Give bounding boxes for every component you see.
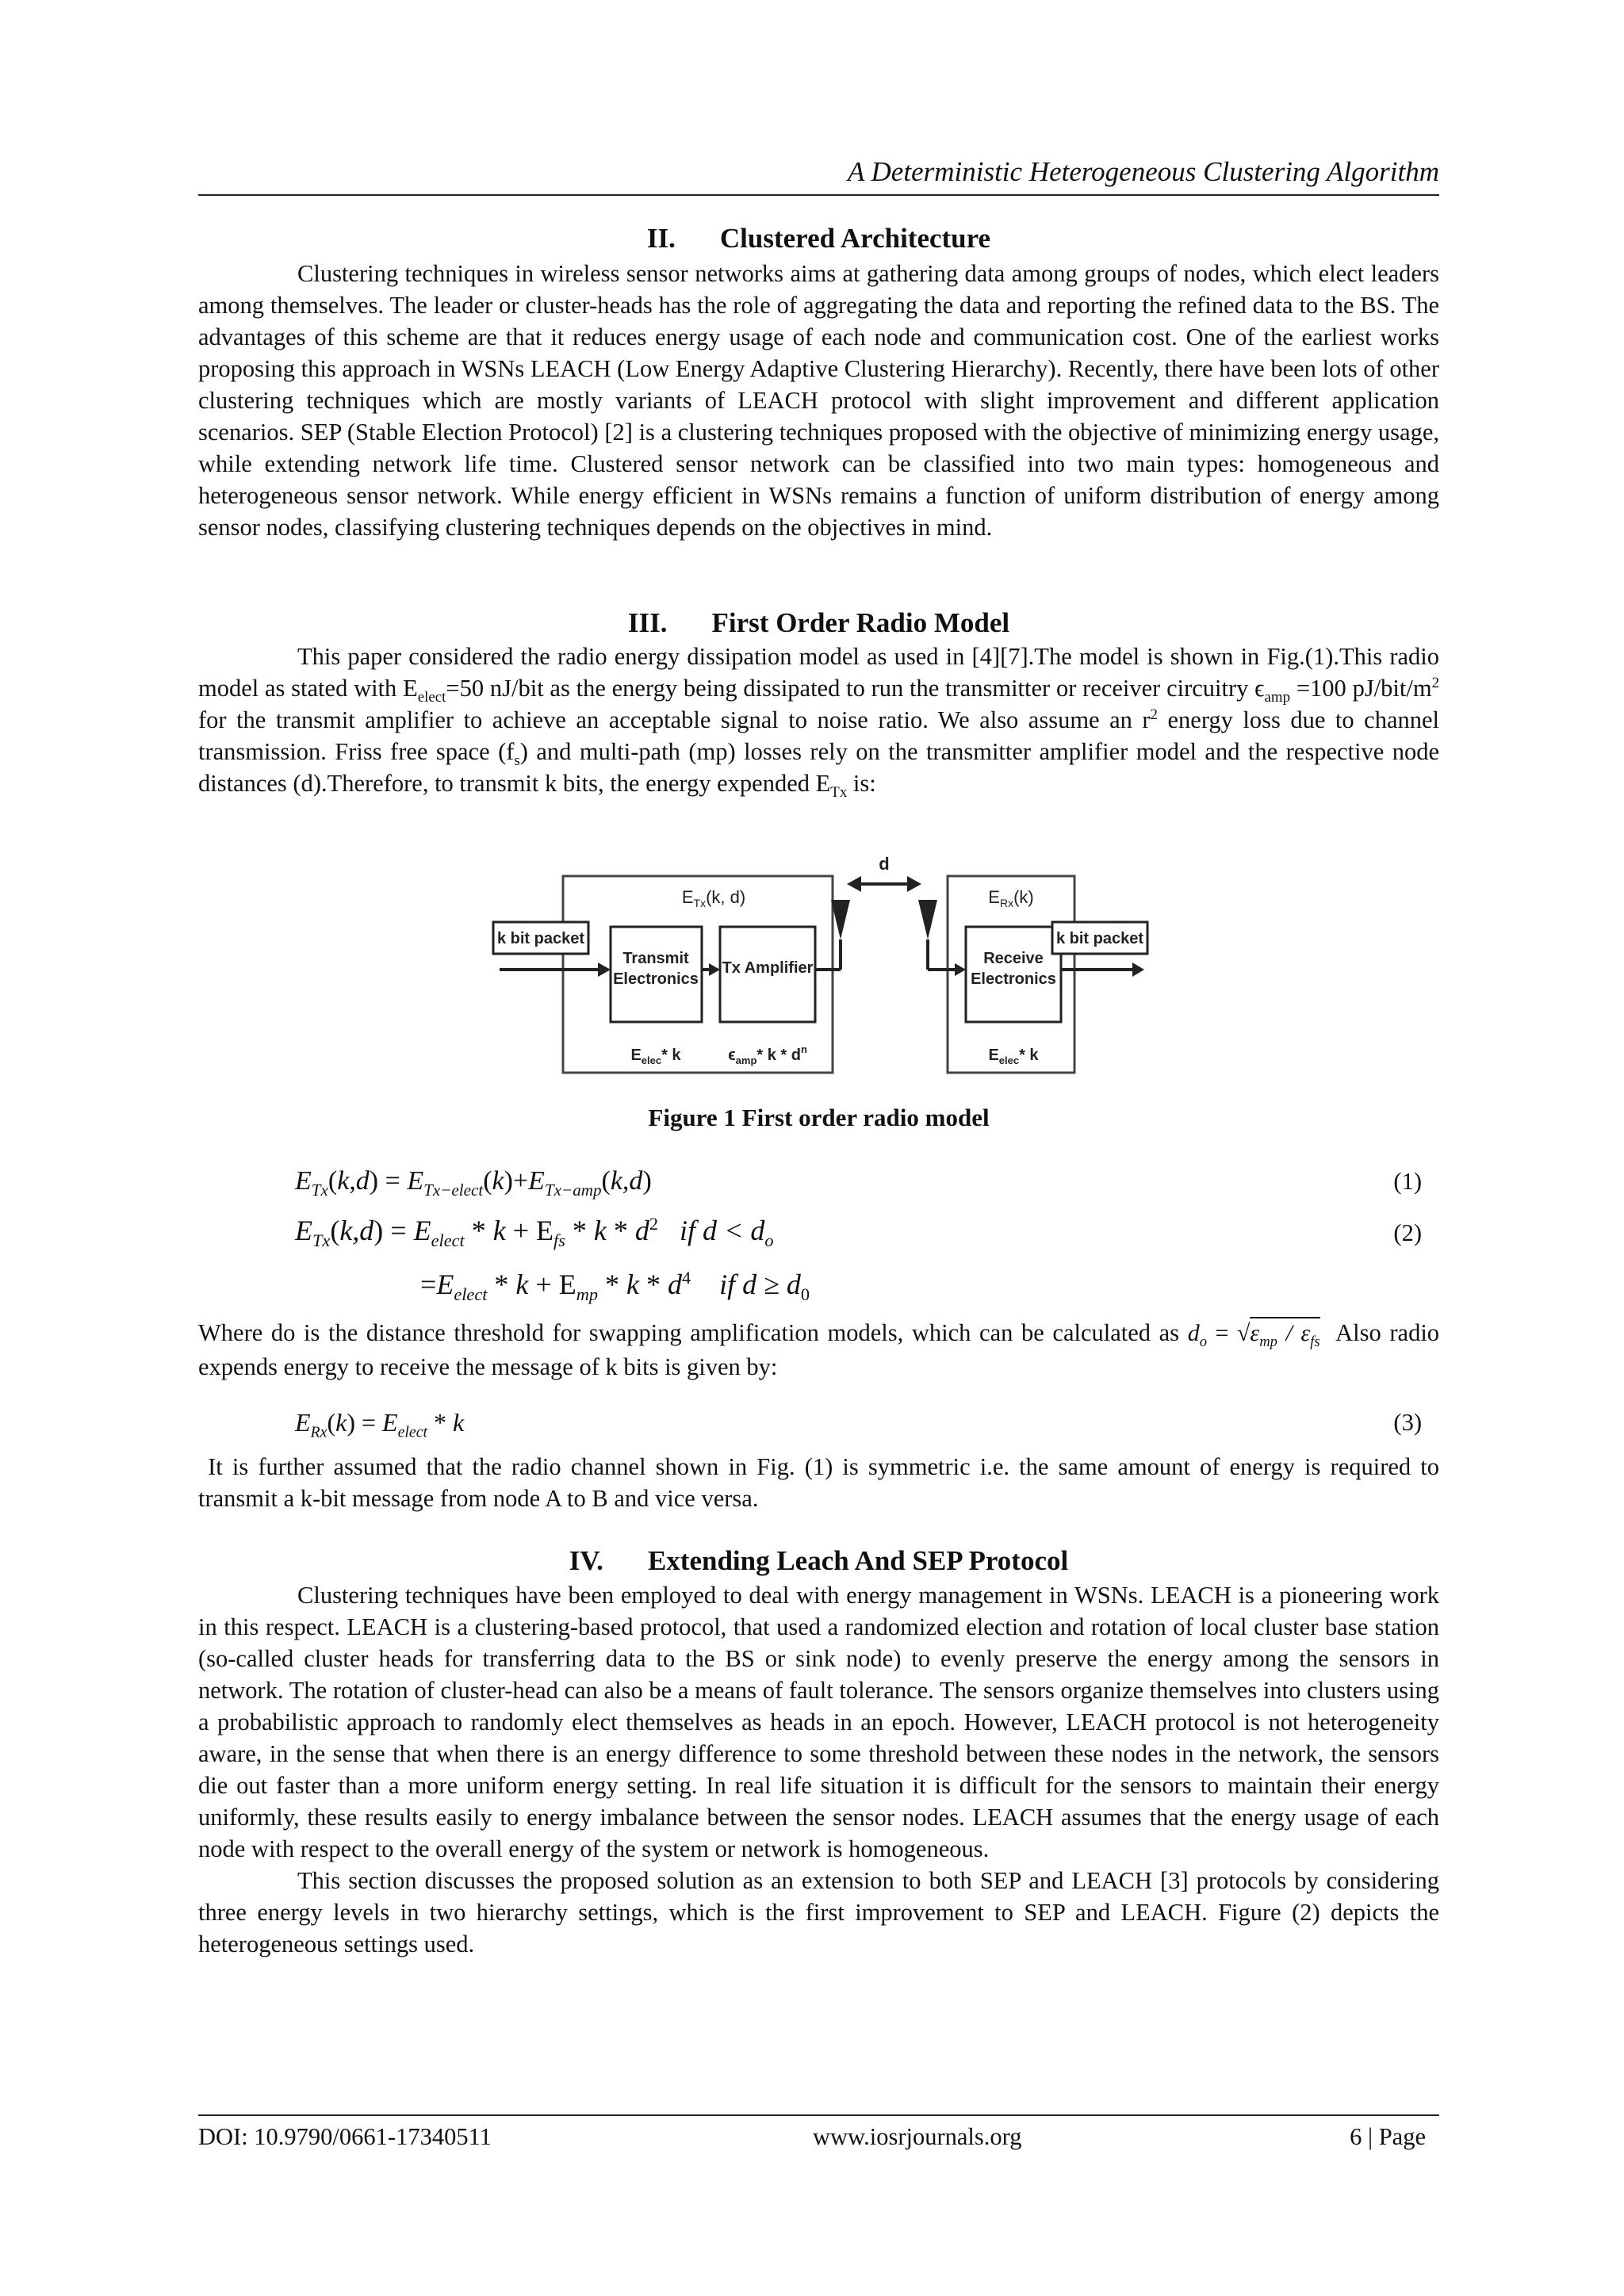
section-number: II. xyxy=(646,223,676,254)
footer-url[interactable]: www.iosrjournals.org xyxy=(813,2123,1022,2150)
receive-line1: Receive xyxy=(983,950,1044,967)
equation-1: $E_{Tx}(k,d) = E_{Tx-elect}(k)+E_{Tx-amp}(k,d)$ xyxy=(295,1166,652,1200)
paragraph-text: It is further assumed that the radio channel shown in Fig. (1) is symmetric i.e. the same amount of energy is required to transmit a k-bit message from node A to B and vice versa. xyxy=(198,1453,1439,1512)
paragraph-text: This paper considered the radio energy dissipation model as used in [4][7].The model is shown in Fig.(1).This radio model as stated with $E_{elect}=50$ nJ/bit as the energy being dissipated to run the transmitter or receiver circuitry $\epsilon_{amp} =100$ $pJ/bit/m^2$ for the transmit amplifier to achieve an acceptable signal to noise ratio. We also assume an $r^2$ energy loss due to channel transmission. Friss free space $(f_s)$ and multi-path (mp) losses rely on the transmitter amplifier model and the respective node distances (d).Therefore, to transmit k bits, the energy expended $E_{Tx}$ is: xyxy=(198,643,1440,802)
paragraph-text-1: Clustering techniques have been employed to deal with energy management in WSNs. LEACH is a pioneering work in this respect. LEACH is a clustering-based protocol, that used a randomized election and rotation of local cluster base station (so-called cluster heads for transferring data to the BS or sink node) to evenly preserve the energy among the sensors in network. The rotation of cluster-head can also be a means of fault tolerance. The sensors organize themselves into clusters using a probabilistic approach to randomly elect themselves as heads in an epoch. However, LEACH protocol is not heterogeneity aware, in the sense that when there is an energy difference to some threshold between these nodes in the network, the sensors die out faster than a more uniform energy setting. In real life situation it is difficult for the sensors to maintain their energy uniformly, these results easily to energy imbalance between the sensor nodes. LEACH assumes that the energy usage of each node with respect to the overall energy of the system or network is homogeneous. xyxy=(198,1582,1439,1862)
footer-rule xyxy=(198,2114,1439,2116)
extending-leach-paragraphs xyxy=(198,1579,1439,1960)
input-packet-label: k bit packet xyxy=(496,930,585,947)
section-title: Clustered Architecture xyxy=(719,223,991,254)
erx-label: $E_{Rx}(k)$ xyxy=(988,887,1034,909)
paragraph-text-2: This section discusses the proposed solution as an extension to both SEP and LEACH [3] protocols by considering three energy levels in two hierarchy settings, which is the first improvement to SEP and LEACH. Figure (2) depicts the heterogeneous settings used. xyxy=(198,1867,1439,1957)
symmetric-paragraph xyxy=(198,1451,1439,1514)
antenna-to-receive-arrow-head xyxy=(955,963,966,976)
arrow-head-right xyxy=(907,876,921,892)
distance-label: d xyxy=(879,854,890,874)
equation-number-1: (1) xyxy=(1393,1168,1422,1195)
equation-number-3: (3) xyxy=(1393,1409,1422,1436)
running-title: A Deterministic Heterogeneous Clustering Algorithm xyxy=(848,156,1439,187)
header-rule xyxy=(198,194,1439,196)
equation-number-2: (2) xyxy=(1393,1219,1422,1246)
input-arrow-head xyxy=(598,962,611,977)
footer-doi: DOI: 10.9790/0661-17340511 xyxy=(198,2123,492,2150)
section-heading-clustered-architecture xyxy=(198,222,1439,255)
clustered-architecture-paragraph xyxy=(198,258,1439,543)
arrow-head-left xyxy=(847,876,861,892)
equation-2-line1: $E_{Tx}(k,d) = E_{elect} * k + E_{fs} * k * d^2$ if $d < d_o$ xyxy=(295,1214,774,1251)
section-heading-extending-leach xyxy=(198,1544,1439,1578)
output-arrow-head xyxy=(1132,962,1144,977)
tx-antenna xyxy=(831,900,850,939)
tx-elec-cost: $E_{elec}*$ k xyxy=(630,1047,681,1066)
transmit-line1: Transmit xyxy=(622,950,689,967)
threshold-formula: $d_o = √\varepsilon_{mp} / \varepsilon_{fs}$ xyxy=(1188,1320,1320,1346)
radio-model-diagram xyxy=(492,852,1150,1090)
figure-caption: Figure 1 First order radio model xyxy=(648,1104,990,1131)
equation-3: $E_{Rx}(k) = E_{elect} * k$ xyxy=(295,1408,465,1441)
equation-2-line2: $=E_{elect} * k + E_{mp} * k * d^4$ if $d \ge d_0$ xyxy=(420,1268,810,1305)
transmit-line2: Electronics xyxy=(613,970,699,988)
threshold-text: Where do is the distance threshold for swapping amplification models, which can be calculated as $d_o = √\varepsilon_{mp} / \varepsilon_{fs}$ Also radio expends energy to receive the message of k bits is given by: xyxy=(198,1316,1439,1383)
section-number: IV. xyxy=(569,1545,603,1576)
threshold-paragraph xyxy=(198,1316,1439,1383)
radio-model-paragraph xyxy=(198,641,1440,802)
section-title: First Order Radio Model xyxy=(711,607,1010,638)
rx-elec-cost: $E_{elec}*$ k xyxy=(988,1047,1039,1066)
rx-antenna xyxy=(918,900,937,939)
amp-cost: $\epsilon_{amp}*$ k * $d^n$ xyxy=(728,1043,807,1066)
section-title: Extending Leach And SEP Protocol xyxy=(647,1545,1069,1576)
section-number: III. xyxy=(627,607,668,638)
transmit-to-amp-arrow-head xyxy=(709,963,720,976)
paragraph-text: Clustering techniques in wireless sensor networks aims at gathering data among groups of nodes, which elect leaders among themselves. The leader or cluster-heads has the role of aggregating the data and reporting the refined data to the BS. The advantages of this scheme are that it reduces energy usage of each node and communication cost. One of the earliest works proposing this approach in WSNs LEACH (Low Energy Adaptive Clustering Hierarchy). Recently, there have been lots of other clustering techniques which are mostly variants of LEACH protocol with slight improvement and different application scenarios. SEP (Stable Election Protocol) [2] is a clustering techniques proposed with the objective of minimizing energy usage, while extending network life time. Clustered sensor network can be classified into two main types: homogeneous and heterogeneous sensor network. While energy efficient in WSNs remains a function of uniform distribution of energy among sensor nodes, classifying clustering techniques depends on the objectives in mind. xyxy=(198,260,1439,541)
footer-page-number: 6 | Page xyxy=(1350,2123,1426,2150)
section-heading-radio-model xyxy=(198,607,1439,640)
tx-amplifier-label: Tx Amplifier xyxy=(722,959,814,977)
radio-model-figure xyxy=(492,852,1150,1090)
etx-label: $E_{Tx}(k$, d) xyxy=(681,887,746,909)
output-packet-label: k bit packet xyxy=(1055,930,1144,947)
receive-line2: Electronics xyxy=(971,970,1056,988)
